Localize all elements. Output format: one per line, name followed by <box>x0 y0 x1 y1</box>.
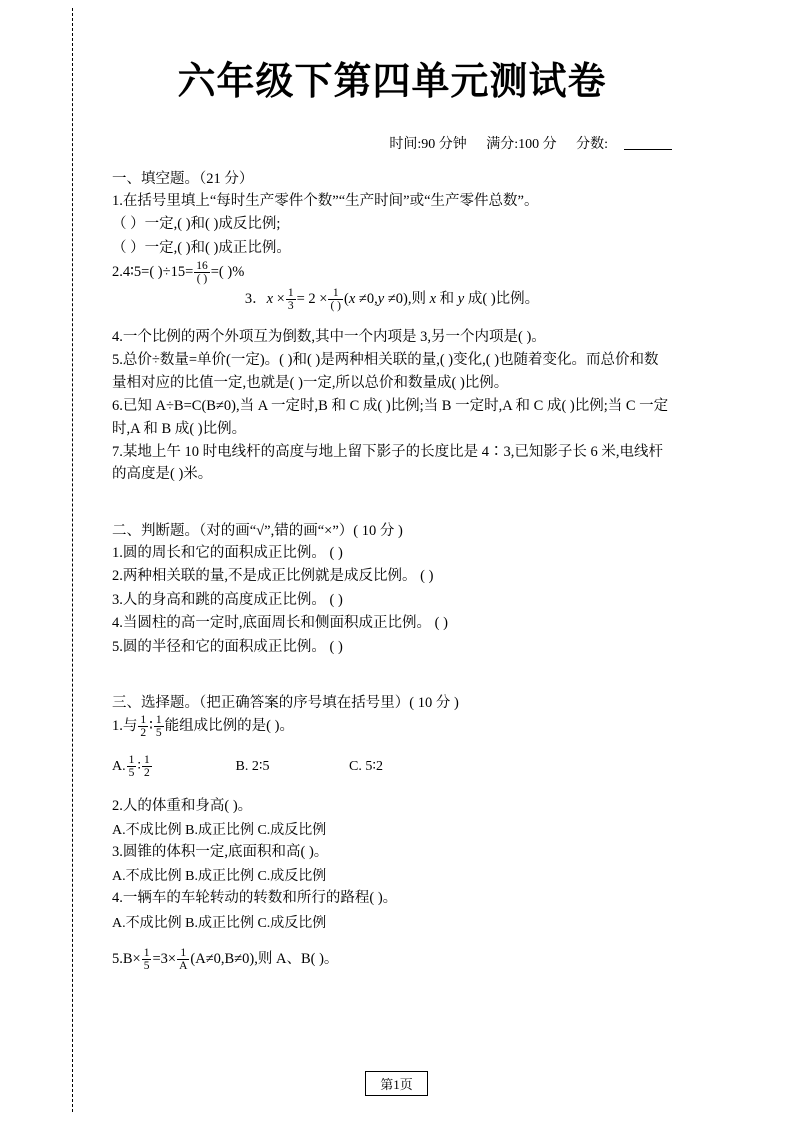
q2-1: 1.圆的周长和它的面积成正比例。 ( ) <box>112 544 343 561</box>
q1-1-blank-row-b: （ ）一定,( )和( )成正比例。 <box>112 239 291 256</box>
side-label-name <box>0 422 100 473</box>
fraction-16-over-blank: $\frac{16}{( )}$ <box>196 260 208 286</box>
q1-2-row <box>112 260 672 285</box>
q3-3-option-b[interactable]: B.成正比例 <box>185 869 254 885</box>
q3-3-options <box>112 865 672 885</box>
q3-3-option-c[interactable]: C.成反比例 <box>257 869 327 885</box>
q3-1-stem <box>112 714 672 739</box>
q3-3-option-a[interactable]: A.不成比例 <box>112 869 182 885</box>
exam-meta <box>112 133 672 153</box>
fraction-one-over-a: $\frac{1}{A}$ <box>179 946 188 972</box>
fraction-one-half-opt: $\frac{1}{2}$ <box>144 754 150 780</box>
fraction-one-fifth: $\frac{1}{5}$ <box>155 714 162 740</box>
q3-1-prefix: 1.与 <box>112 718 138 735</box>
q1-3-text-start: 3．x × <box>244 290 285 307</box>
q3-1-option-c[interactable]: C. 5∶2 <box>349 759 383 775</box>
page-number: 第1页 <box>365 1071 428 1096</box>
fraction-one-half: $\frac{1}{2}$ <box>140 714 147 740</box>
q3-5-stem <box>112 947 672 972</box>
q3-4-option-a[interactable]: A.不成比例 <box>112 915 182 931</box>
exam-time: 时间:90 分钟 <box>389 137 467 152</box>
q1-7: 7.某地上午 10 时电线杆的高度与地上留下影子的长度比是 4∶3,已知影子长 6 米,电线杆的高度是( )米。 <box>112 444 663 483</box>
exam-total: 满分:100 分 <box>486 137 557 152</box>
q3-4-options <box>112 912 672 932</box>
q3-5-prefix: 5.B× <box>112 950 141 967</box>
q1-2-suffix: =( )% <box>210 264 245 281</box>
q3-2-option-a[interactable]: A.不成比例 <box>112 823 182 838</box>
side-label-student-no <box>0 168 100 219</box>
section-3-heading: 三、选择题。（把正确答案的序号填在括号里）( 10 分 ) <box>112 695 459 712</box>
q3-1-option-b[interactable]: B. 2∶5 <box>235 759 270 775</box>
section-1-heading: 一、填空题。（21 分） <box>112 171 254 187</box>
score-blank <box>624 135 672 150</box>
q3-3-stem: 3.圆锥的体积一定,底面积和高( )。 <box>112 844 329 860</box>
q3-2-stem: 2.人的体重和身高( )。 <box>112 797 253 814</box>
q1-3-text-end: (x ≠0,y ≠0),则 x 和 y 成( )比例。 <box>344 290 540 307</box>
fraction-one-third: $\frac{1}{3}$ <box>287 286 294 312</box>
q3-1-option-a[interactable]: A. $\frac{1}{5}$ ∶ $\frac{1}{2}$ <box>112 754 150 780</box>
fraction-one-fifth-q5: $\frac{1}{5}$ <box>143 946 150 972</box>
q3-4-option-b[interactable]: B.成正比例 <box>185 915 254 931</box>
q2-4: 4.当圆柱的高一定时,底面周长和侧面积成正比例。 ( ) <box>112 615 448 632</box>
q1-3-row <box>112 287 672 312</box>
q3-2-option-c[interactable]: C.成反比例 <box>257 823 327 838</box>
q1-2-prefix: 2.4∶5=( )÷15= <box>112 264 194 281</box>
q3-2-options <box>112 819 672 839</box>
section-2-heading: 二、判断题。（对的画“√”,错的画“×”）( 10 分 ) <box>112 522 403 539</box>
fraction-one-fifth-opt: $\frac{1}{5}$ <box>128 754 135 780</box>
q3-4-option-c[interactable]: C.成反比例 <box>257 915 327 931</box>
q2-3: 3.人的身高和跳的高度成正比例。 ( ) <box>112 591 343 608</box>
q3-1-colon: ∶ <box>149 718 153 735</box>
page-footer <box>0 1071 793 1096</box>
q1-3-text-mid: = 2 × <box>296 290 328 307</box>
q3-1-options <box>112 754 672 779</box>
q3-5-mid: =3× <box>152 950 177 967</box>
q3-2-option-b[interactable]: B.成正比例 <box>185 823 254 838</box>
q1-4: 4.一个比例的两个外项互为倒数,其中一个内项是 3,另一个内项是( )。 <box>112 328 546 345</box>
q2-5: 5.圆的半径和它的面积成正比例。 ( ) <box>112 638 343 655</box>
page-title: 六年级下第四单元测试卷 <box>177 61 607 103</box>
q1-5: 5.总价÷数量=单价(一定)。( )和( )是两种相关联的量,( )变化,( )也随着变化。而总价和数量相对应的比值一定,也就是( )一定,所以总价和数量成( )比例。 <box>112 352 659 391</box>
q3-4-stem: 4.一辆车的车轮转动的转数和所行的路程( )。 <box>112 890 398 907</box>
side-label-class <box>0 732 100 783</box>
q3-5-suffix: (A≠0,B≠0),则 A、B( )。 <box>190 950 339 967</box>
fraction-one-over-blank: $\frac{1}{( )}$ <box>330 286 341 312</box>
q2-2: 2.两种相关联的量,不是成正比例就是成反比例。 ( ) <box>112 568 434 585</box>
q3-1-suffix: 能组成比例的是( )。 <box>164 718 294 735</box>
q1-1-blank-row-a: （ ）一定,( )和( )成反比例; <box>112 216 281 233</box>
exam-score-label: 分数: <box>576 137 608 152</box>
q1-6: 6.已知 A÷B=C(B≠0),当 A 一定时,B 和 C 成( )比例;当 B 一定时,A 和 C 成( )比例;当 C 一定时,A 和 B 成( )比例。 <box>112 398 669 437</box>
side-label-school <box>0 984 100 1035</box>
paper-content <box>112 0 672 973</box>
q1-1-stem: 1.在括号里填上“每时生产零件个数”“生产时间”或“生产零件总数”。 <box>112 193 539 209</box>
